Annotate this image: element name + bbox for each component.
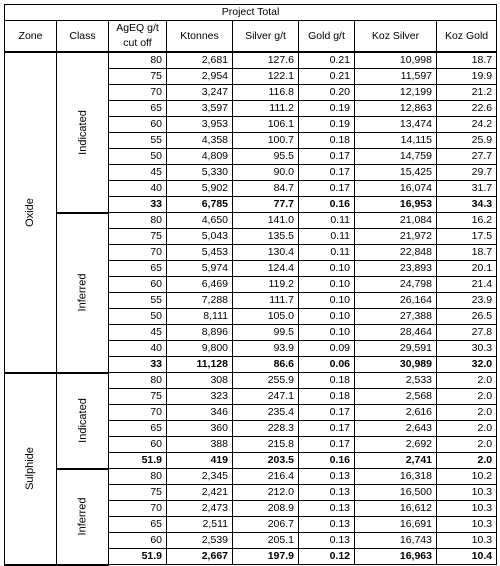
silver-grade-cell: 197.9 bbox=[233, 549, 299, 565]
cutoff-cell: 55 bbox=[109, 133, 167, 149]
cutoff-cell: 65 bbox=[109, 421, 167, 437]
koz-silver-cell: 14,115 bbox=[355, 133, 437, 149]
ktonnes-cell: 2,681 bbox=[167, 52, 233, 69]
silver-grade-cell: 111.2 bbox=[233, 101, 299, 117]
header-zone: Zone bbox=[5, 21, 57, 53]
gold-grade-cell: 0.19 bbox=[299, 101, 355, 117]
ktonnes-cell: 11,128 bbox=[167, 357, 233, 373]
koz-silver-cell: 16,691 bbox=[355, 517, 437, 533]
gold-grade-cell: 0.09 bbox=[299, 341, 355, 357]
cutoff-cell: 55 bbox=[109, 293, 167, 309]
gold-grade-cell: 0.11 bbox=[299, 245, 355, 261]
koz-silver-cell: 12,199 bbox=[355, 85, 437, 101]
koz-gold-cell: 30.3 bbox=[437, 341, 497, 357]
ktonnes-cell: 2,511 bbox=[167, 517, 233, 533]
gold-grade-cell: 0.17 bbox=[299, 181, 355, 197]
koz-gold-cell: 10.4 bbox=[437, 549, 497, 565]
gold-grade-cell: 0.12 bbox=[299, 549, 355, 565]
gold-grade-cell: 0.13 bbox=[299, 533, 355, 549]
gold-grade-cell: 0.13 bbox=[299, 517, 355, 533]
zone-label: Oxide bbox=[24, 197, 36, 227]
koz-silver-cell: 28,464 bbox=[355, 325, 437, 341]
cutoff-cell: 60 bbox=[109, 533, 167, 549]
ktonnes-cell: 5,330 bbox=[167, 165, 233, 181]
koz-gold-cell: 18.7 bbox=[437, 52, 497, 69]
koz-gold-cell: 31.7 bbox=[437, 181, 497, 197]
table-row bbox=[5, 52, 497, 69]
koz-gold-cell: 2.0 bbox=[437, 373, 497, 389]
koz-gold-cell: 26.5 bbox=[437, 309, 497, 325]
zone-cell bbox=[5, 373, 57, 565]
cutoff-cell: 75 bbox=[109, 485, 167, 501]
ktonnes-cell: 6,469 bbox=[167, 277, 233, 293]
koz-gold-cell: 23.9 bbox=[437, 293, 497, 309]
silver-grade-cell: 215.8 bbox=[233, 437, 299, 453]
cutoff-cell: 80 bbox=[109, 213, 167, 229]
silver-grade-cell: 208.9 bbox=[233, 501, 299, 517]
koz-gold-cell: 18.7 bbox=[437, 245, 497, 261]
cutoff-cell: 75 bbox=[109, 69, 167, 85]
header-row bbox=[5, 21, 497, 53]
ktonnes-cell: 4,809 bbox=[167, 149, 233, 165]
cutoff-cell: 33 bbox=[109, 357, 167, 373]
koz-gold-cell: 32.0 bbox=[437, 357, 497, 373]
gold-grade-cell: 0.10 bbox=[299, 293, 355, 309]
cutoff-cell: 75 bbox=[109, 389, 167, 405]
silver-grade-cell: 105.0 bbox=[233, 309, 299, 325]
silver-grade-cell: 95.5 bbox=[233, 149, 299, 165]
koz-gold-cell: 34.3 bbox=[437, 197, 497, 213]
gold-grade-cell: 0.17 bbox=[299, 149, 355, 165]
cutoff-cell: 80 bbox=[109, 52, 167, 69]
gold-grade-cell: 0.10 bbox=[299, 261, 355, 277]
koz-gold-cell: 10.3 bbox=[437, 501, 497, 517]
koz-silver-cell: 16,743 bbox=[355, 533, 437, 549]
class-label: Inferred bbox=[75, 273, 88, 312]
ktonnes-cell: 2,473 bbox=[167, 501, 233, 517]
class-cell bbox=[57, 52, 109, 213]
ktonnes-cell: 388 bbox=[167, 437, 233, 453]
koz-silver-cell: 2,692 bbox=[355, 437, 437, 453]
koz-silver-cell: 16,318 bbox=[355, 469, 437, 485]
koz-silver-cell: 16,612 bbox=[355, 501, 437, 517]
silver-grade-cell: 127.6 bbox=[233, 52, 299, 69]
cutoff-cell: 80 bbox=[109, 373, 167, 389]
ktonnes-cell: 5,453 bbox=[167, 245, 233, 261]
cutoff-cell: 70 bbox=[109, 85, 167, 101]
gold-grade-cell: 0.10 bbox=[299, 309, 355, 325]
cutoff-cell: 65 bbox=[109, 261, 167, 277]
gold-grade-cell: 0.11 bbox=[299, 229, 355, 245]
koz-gold-cell: 2.0 bbox=[437, 389, 497, 405]
koz-gold-cell: 21.2 bbox=[437, 85, 497, 101]
silver-grade-cell: 77.7 bbox=[233, 197, 299, 213]
koz-silver-cell: 24,798 bbox=[355, 277, 437, 293]
koz-silver-cell: 11,597 bbox=[355, 69, 437, 85]
silver-grade-cell: 206.7 bbox=[233, 517, 299, 533]
silver-grade-cell: 216.4 bbox=[233, 469, 299, 485]
ktonnes-cell: 308 bbox=[167, 373, 233, 389]
koz-gold-cell: 16.2 bbox=[437, 213, 497, 229]
cutoff-cell: 80 bbox=[109, 469, 167, 485]
gold-grade-cell: 0.11 bbox=[299, 213, 355, 229]
gold-grade-cell: 0.13 bbox=[299, 501, 355, 517]
table-row bbox=[5, 469, 497, 485]
silver-grade-cell: 141.0 bbox=[233, 213, 299, 229]
koz-gold-cell: 21.4 bbox=[437, 277, 497, 293]
koz-silver-cell: 2,533 bbox=[355, 373, 437, 389]
cutoff-cell: 75 bbox=[109, 229, 167, 245]
koz-silver-cell: 27,388 bbox=[355, 309, 437, 325]
koz-gold-cell: 17.5 bbox=[437, 229, 497, 245]
ktonnes-cell: 3,247 bbox=[167, 85, 233, 101]
table-title: Project Total bbox=[5, 5, 497, 21]
cutoff-cell: 40 bbox=[109, 341, 167, 357]
koz-silver-cell: 2,741 bbox=[355, 453, 437, 469]
koz-silver-cell: 12,863 bbox=[355, 101, 437, 117]
koz-silver-cell: 16,963 bbox=[355, 549, 437, 565]
cutoff-cell: 50 bbox=[109, 149, 167, 165]
header-koz-silver: Koz Silver bbox=[355, 21, 437, 53]
gold-grade-cell: 0.10 bbox=[299, 325, 355, 341]
table-row bbox=[5, 373, 497, 389]
gold-grade-cell: 0.19 bbox=[299, 117, 355, 133]
koz-silver-cell: 2,568 bbox=[355, 389, 437, 405]
silver-grade-cell: 90.0 bbox=[233, 165, 299, 181]
class-cell bbox=[57, 373, 109, 469]
header-koz-gold: Koz Gold bbox=[437, 21, 497, 53]
header-class: Class bbox=[57, 21, 109, 53]
gold-grade-cell: 0.18 bbox=[299, 389, 355, 405]
koz-gold-cell: 24.2 bbox=[437, 117, 497, 133]
ktonnes-cell: 346 bbox=[167, 405, 233, 421]
silver-grade-cell: 235.4 bbox=[233, 405, 299, 421]
koz-gold-cell: 10.2 bbox=[437, 469, 497, 485]
ktonnes-cell: 2,345 bbox=[167, 469, 233, 485]
silver-grade-cell: 99.5 bbox=[233, 325, 299, 341]
class-cell bbox=[57, 213, 109, 373]
koz-gold-cell: 19.9 bbox=[437, 69, 497, 85]
koz-silver-cell: 15,425 bbox=[355, 165, 437, 181]
koz-silver-cell: 16,500 bbox=[355, 485, 437, 501]
cutoff-cell: 40 bbox=[109, 181, 167, 197]
ktonnes-cell: 419 bbox=[167, 453, 233, 469]
gold-grade-cell: 0.16 bbox=[299, 197, 355, 213]
gold-grade-cell: 0.06 bbox=[299, 357, 355, 373]
gold-grade-cell: 0.10 bbox=[299, 277, 355, 293]
silver-grade-cell: 106.1 bbox=[233, 117, 299, 133]
koz-silver-cell: 29,591 bbox=[355, 341, 437, 357]
cutoff-cell: 33 bbox=[109, 197, 167, 213]
koz-gold-cell: 25.9 bbox=[437, 133, 497, 149]
koz-silver-cell: 22,848 bbox=[355, 245, 437, 261]
ktonnes-cell: 9,800 bbox=[167, 341, 233, 357]
ktonnes-cell: 6,785 bbox=[167, 197, 233, 213]
gold-grade-cell: 0.13 bbox=[299, 485, 355, 501]
silver-grade-cell: 212.0 bbox=[233, 485, 299, 501]
cutoff-cell: 51.9 bbox=[109, 549, 167, 565]
gold-grade-cell: 0.18 bbox=[299, 373, 355, 389]
silver-grade-cell: 100.7 bbox=[233, 133, 299, 149]
koz-gold-cell: 29.7 bbox=[437, 165, 497, 181]
silver-grade-cell: 255.9 bbox=[233, 373, 299, 389]
resource-table bbox=[4, 4, 497, 566]
zone-label: Sulphide bbox=[23, 447, 36, 490]
koz-silver-cell: 2,616 bbox=[355, 405, 437, 421]
cutoff-cell: 60 bbox=[109, 437, 167, 453]
gold-grade-cell: 0.13 bbox=[299, 469, 355, 485]
class-label: Indicated bbox=[76, 109, 89, 155]
resource-table-container bbox=[4, 4, 497, 566]
koz-silver-cell: 16,953 bbox=[355, 197, 437, 213]
koz-silver-cell: 13,474 bbox=[355, 117, 437, 133]
koz-silver-cell: 2,643 bbox=[355, 421, 437, 437]
koz-gold-cell: 2.0 bbox=[437, 453, 497, 469]
koz-gold-cell: 20.1 bbox=[437, 261, 497, 277]
silver-grade-cell: 86.6 bbox=[233, 357, 299, 373]
koz-silver-cell: 23,893 bbox=[355, 261, 437, 277]
gold-grade-cell: 0.18 bbox=[299, 133, 355, 149]
cutoff-cell: 70 bbox=[109, 405, 167, 421]
ktonnes-cell: 3,597 bbox=[167, 101, 233, 117]
ktonnes-cell: 2,421 bbox=[167, 485, 233, 501]
gold-grade-cell: 0.21 bbox=[299, 69, 355, 85]
cutoff-cell: 51.9 bbox=[109, 453, 167, 469]
silver-grade-cell: 122.1 bbox=[233, 69, 299, 85]
koz-gold-cell: 2.0 bbox=[437, 421, 497, 437]
koz-silver-cell: 16,074 bbox=[355, 181, 437, 197]
gold-grade-cell: 0.17 bbox=[299, 405, 355, 421]
class-label: Inferred bbox=[75, 497, 88, 536]
ktonnes-cell: 2,954 bbox=[167, 69, 233, 85]
silver-grade-cell: 93.9 bbox=[233, 341, 299, 357]
silver-grade-cell: 205.1 bbox=[233, 533, 299, 549]
gold-grade-cell: 0.17 bbox=[299, 437, 355, 453]
cutoff-cell: 65 bbox=[109, 517, 167, 533]
koz-silver-cell: 21,084 bbox=[355, 213, 437, 229]
gold-grade-cell: 0.17 bbox=[299, 421, 355, 437]
ktonnes-cell: 5,902 bbox=[167, 181, 233, 197]
koz-silver-cell: 26,164 bbox=[355, 293, 437, 309]
ktonnes-cell: 2,667 bbox=[167, 549, 233, 565]
table-body bbox=[5, 52, 497, 565]
header-ktonnes: Ktonnes bbox=[167, 21, 233, 53]
silver-grade-cell: 116.8 bbox=[233, 85, 299, 101]
koz-silver-cell: 14,759 bbox=[355, 149, 437, 165]
class-cell bbox=[57, 469, 109, 565]
header-gold-grade: Gold g/t bbox=[299, 21, 355, 53]
cutoff-cell: 70 bbox=[109, 501, 167, 517]
header-cutoff: AgEQ g/t cut off bbox=[109, 21, 167, 53]
ktonnes-cell: 8,896 bbox=[167, 325, 233, 341]
koz-gold-cell: 27.7 bbox=[437, 149, 497, 165]
ktonnes-cell: 4,358 bbox=[167, 133, 233, 149]
ktonnes-cell: 360 bbox=[167, 421, 233, 437]
ktonnes-cell: 3,953 bbox=[167, 117, 233, 133]
koz-gold-cell: 27.8 bbox=[437, 325, 497, 341]
zone-cell bbox=[5, 52, 57, 373]
gold-grade-cell: 0.17 bbox=[299, 165, 355, 181]
ktonnes-cell: 323 bbox=[167, 389, 233, 405]
silver-grade-cell: 228.3 bbox=[233, 421, 299, 437]
koz-gold-cell: 10.3 bbox=[437, 517, 497, 533]
koz-silver-cell: 21,972 bbox=[355, 229, 437, 245]
koz-gold-cell: 2.0 bbox=[437, 437, 497, 453]
koz-silver-cell: 10,998 bbox=[355, 52, 437, 69]
silver-grade-cell: 124.4 bbox=[233, 261, 299, 277]
cutoff-cell: 50 bbox=[109, 309, 167, 325]
class-label: Indicated bbox=[76, 398, 89, 443]
silver-grade-cell: 247.1 bbox=[233, 389, 299, 405]
cutoff-cell: 70 bbox=[109, 245, 167, 261]
silver-grade-cell: 203.5 bbox=[233, 453, 299, 469]
koz-gold-cell: 22.6 bbox=[437, 101, 497, 117]
ktonnes-cell: 4,650 bbox=[167, 213, 233, 229]
cutoff-cell: 45 bbox=[109, 165, 167, 181]
silver-grade-cell: 130.4 bbox=[233, 245, 299, 261]
ktonnes-cell: 7,288 bbox=[167, 293, 233, 309]
table-row bbox=[5, 213, 497, 229]
koz-gold-cell: 10.3 bbox=[437, 485, 497, 501]
cutoff-cell: 65 bbox=[109, 101, 167, 117]
ktonnes-cell: 8,111 bbox=[167, 309, 233, 325]
koz-gold-cell: 10.3 bbox=[437, 533, 497, 549]
silver-grade-cell: 111.7 bbox=[233, 293, 299, 309]
ktonnes-cell: 5,974 bbox=[167, 261, 233, 277]
gold-grade-cell: 0.20 bbox=[299, 85, 355, 101]
gold-grade-cell: 0.16 bbox=[299, 453, 355, 469]
header-silver-grade: Silver g/t bbox=[233, 21, 299, 53]
silver-grade-cell: 119.2 bbox=[233, 277, 299, 293]
cutoff-cell: 60 bbox=[109, 277, 167, 293]
silver-grade-cell: 135.5 bbox=[233, 229, 299, 245]
ktonnes-cell: 5,043 bbox=[167, 229, 233, 245]
silver-grade-cell: 84.7 bbox=[233, 181, 299, 197]
koz-silver-cell: 30,989 bbox=[355, 357, 437, 373]
ktonnes-cell: 2,539 bbox=[167, 533, 233, 549]
cutoff-cell: 45 bbox=[109, 325, 167, 341]
cutoff-cell: 60 bbox=[109, 117, 167, 133]
gold-grade-cell: 0.21 bbox=[299, 52, 355, 69]
koz-gold-cell: 2.0 bbox=[437, 405, 497, 421]
